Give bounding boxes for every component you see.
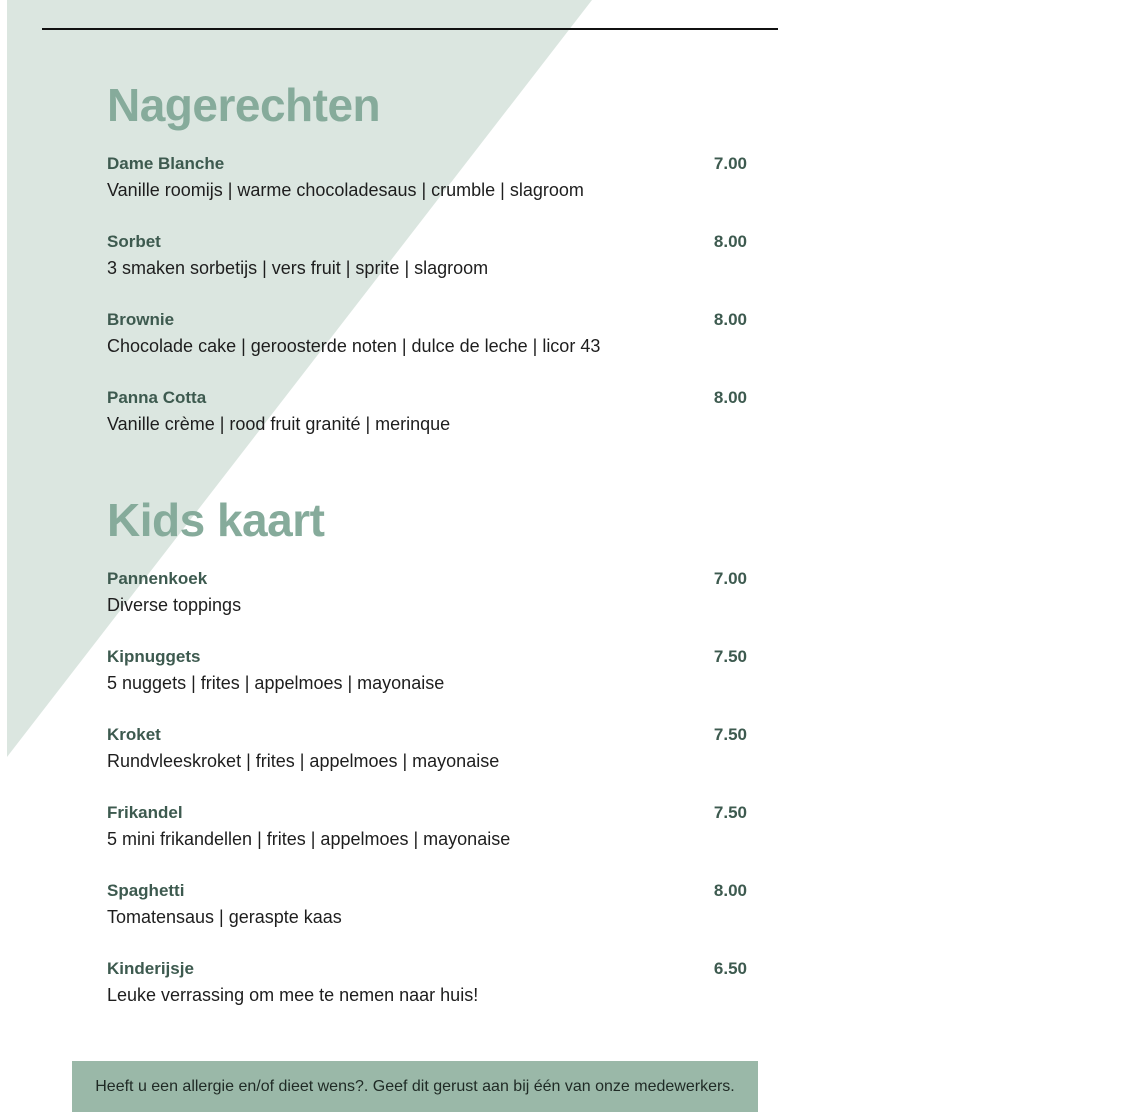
- menu-item: [107, 881, 747, 933]
- item-name: Dame Blanche: [107, 154, 225, 173]
- item-price: 7.00: [713, 569, 747, 588]
- item-description: Vanille roomijs | warme chocoladesaus | crumble | slagroom: [107, 180, 584, 200]
- top-divider: [42, 28, 778, 30]
- menu-item: [107, 803, 747, 855]
- menu-item: [107, 310, 747, 362]
- item-description: Leuke verrassing om mee te nemen naar huis!: [107, 985, 479, 1005]
- item-description: Rundvleeskroket | frites | appelmoes | mayonaise: [107, 751, 500, 771]
- item-name: Frikandel: [107, 803, 183, 822]
- menu-item: [107, 232, 747, 284]
- item-name: Panna Cotta: [107, 388, 207, 407]
- item-price: 8.00: [713, 310, 747, 329]
- item-price: 7.50: [713, 725, 747, 744]
- item-price: 8.00: [713, 388, 747, 407]
- item-price: 8.00: [713, 232, 747, 251]
- item-description: 5 mini frikandellen | frites | appelmoes | mayonaise: [107, 829, 511, 849]
- item-name: Pannenkoek: [107, 569, 208, 588]
- item-description: Vanille crème | rood fruit granité | merinque: [107, 414, 451, 434]
- menu-item: [107, 569, 747, 621]
- item-description: Diverse toppings: [107, 595, 242, 615]
- item-description: Tomatensaus | geraspte kaas: [107, 907, 342, 927]
- item-description: 5 nuggets | frites | appelmoes | mayonaise: [107, 673, 445, 693]
- section-title-nagerechten: Nagerechten: [107, 79, 381, 131]
- item-name: Spaghetti: [107, 881, 185, 900]
- menu-item: [107, 725, 747, 777]
- allergy-notice-text: Heeft u een allergie en/of dieet wens?. Geef dit gerust aan bij één van onze medewerkers.: [95, 1077, 735, 1095]
- allergy-notice-banner: [72, 1061, 758, 1112]
- menu-item: [107, 154, 747, 206]
- item-name: Kinderijsje: [107, 959, 194, 978]
- item-name: Brownie: [107, 310, 175, 329]
- item-price: 7.50: [713, 803, 747, 822]
- item-price: 7.50: [713, 647, 747, 666]
- item-description: 3 smaken sorbetijs | vers fruit | sprite | slagroom: [107, 258, 489, 278]
- menu-item: [107, 388, 747, 440]
- section-title-kids-kaart: Kids kaart: [107, 494, 325, 546]
- item-name: Kroket: [107, 725, 161, 744]
- item-description: Chocolade cake | geroosterde noten | dulce de leche | licor 43: [107, 336, 601, 356]
- menu-item: [107, 959, 747, 1011]
- item-price: 6.50: [713, 959, 747, 978]
- item-price: 8.00: [713, 881, 747, 900]
- item-price: 7.00: [713, 154, 747, 173]
- item-name: Kipnuggets: [107, 647, 201, 666]
- menu-item: [107, 647, 747, 699]
- item-name: Sorbet: [107, 232, 161, 251]
